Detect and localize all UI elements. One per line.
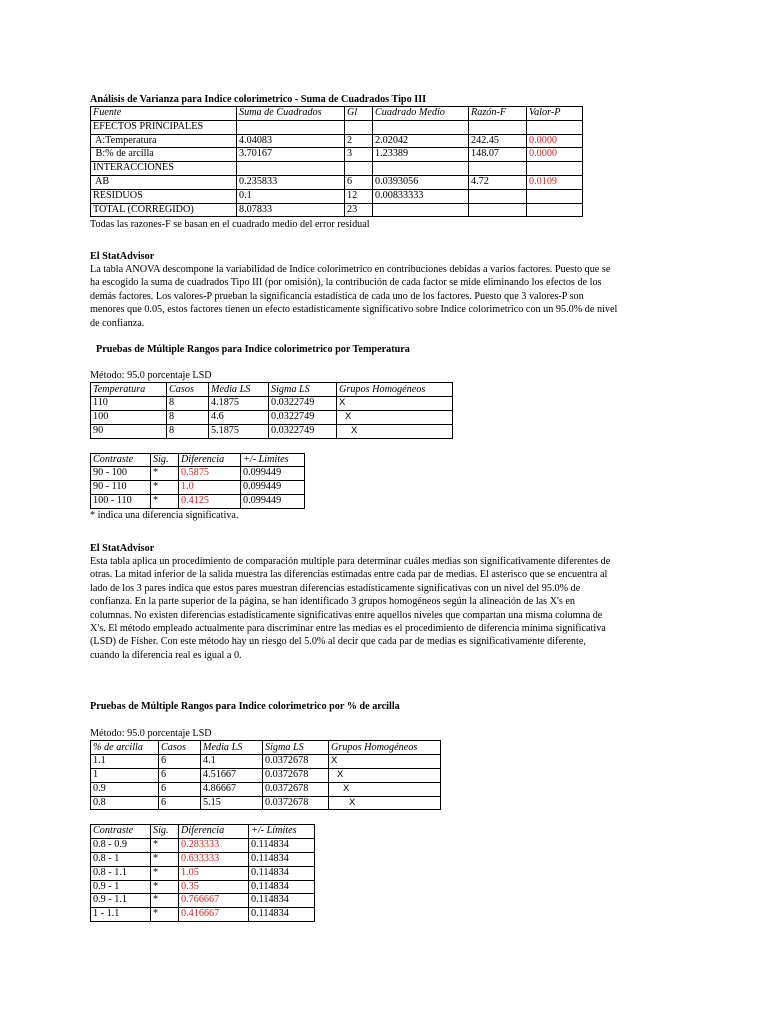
anova-header-cell: Fuente [91,107,237,121]
contrast-temperature-table [90,453,305,509]
anova-cell [373,162,469,176]
anova-cell: 242.45 [469,134,527,148]
difference-cell: 1.05 [179,866,249,880]
mr-cell: 4.6 [209,411,269,425]
anova-cell [469,203,527,217]
contrast-arcilla-table [90,824,315,922]
difference-cell: 0.4125 [179,494,241,508]
mr-row [91,411,453,425]
anova-header-cell: Gl [345,107,373,121]
contrast-row [91,908,315,922]
mr-header-cell: Grupos Homogéneos [337,383,453,397]
anova-cell [237,162,345,176]
mr-cell: 1 [91,769,159,783]
anova-row [91,203,583,217]
contrast-cell: 0.114834 [249,866,315,880]
mr-temperature-table [90,382,453,438]
contrast-cell: 0.099449 [241,481,305,495]
statadvisor-line: Esta tabla aplica un procedimiento de comparación multiple para determinar cuáles medias son significativamente diferentes de [90,556,611,567]
anova-table [90,106,583,217]
anova-cell: A:Temperatura [91,134,237,148]
anova-cell: 2.02042 [373,134,469,148]
mr-cell: 5.15 [201,796,263,810]
contrast-cell: 0.8 - 0.9 [91,839,151,853]
contrast-header-cell: Contraste [91,825,151,839]
contrast-header-row [91,825,315,839]
anova-cell [373,120,469,134]
anova-cell [373,203,469,217]
contrast-cell: * [151,467,179,481]
group-mark: X [329,755,441,769]
anova-cell: 3 [345,148,373,162]
mr-header-cell: Casos [167,383,209,397]
anova-cell [345,162,373,176]
mr-cell: 8 [167,411,209,425]
contrast-row [91,852,315,866]
p-value-cell: 0.0109 [527,175,583,189]
anova-header-cell: Cuadrado Medio [373,107,469,121]
difference-cell: 0.766667 [179,894,249,908]
p-value-cell: 0.0000 [527,148,583,162]
group-mark: X [337,424,453,438]
mr-cell: 0.8 [91,796,159,810]
statadvisor-line: cuando la diferencia real es igual a 0. [90,649,242,661]
anova-cell: 4.72 [469,175,527,189]
mr-cell: 5.1875 [209,424,269,438]
anova-note: Todas las razones-F se basan en el cuadrado medio del error residual [90,219,370,231]
statadvisor-heading: El StatAdvisor [90,251,155,262]
anova-cell [469,189,527,203]
anova-cell: 8.07833 [237,203,345,217]
contrast-header-row [91,453,305,467]
mr-cell: 4.1 [201,755,263,769]
statadvisor-line: (LSD) de Fisher. Con este método hay un riesgo del 5.0% al decir que cada par de medias es significativamente diferente, [90,636,586,648]
contrast-header-cell: Diferencia [179,825,249,839]
contrast-row [91,894,315,908]
statadvisor-line: lado de los 3 pares indica que estos pares muestran diferencias estadísticamente significativas con un nivel del 95.0% de [90,582,581,594]
difference-cell: 0.416667 [179,908,249,922]
statadvisor-line: La tabla ANOVA descompone la variabilidad de Indice colorimetrico en contribuciones debidas a varios factores. Puesto que se [90,264,611,275]
anova-header-cell: Suma de Cuadrados [237,107,345,121]
group-mark: X [337,397,453,411]
mr-cell: 0.0372678 [263,755,329,769]
mr-cell: 0.0322749 [269,424,337,438]
contrast-row [91,481,305,495]
mr-cell: 0.0322749 [269,397,337,411]
mr-cell: 90 [91,424,167,438]
anova-row [91,175,583,189]
anova-cell: B:% de arcilla [91,148,237,162]
contrast-cell: * [151,852,179,866]
statadvisor-1 [90,250,690,330]
anova-cell: 148.07 [469,148,527,162]
anova-cell: 4.04083 [237,134,345,148]
contrast-cell: 0.9 - 1 [91,880,151,894]
mr-header-cell: Casos [159,741,201,755]
statadvisor-line: columnas. No existen diferencias estadísticamente significativas entre aquellos niveles que compartan una misma columna de [90,609,603,621]
anova-cell: 2 [345,134,373,148]
mr-header-cell: Media LS [209,383,269,397]
anova-row [91,120,583,134]
mr-header-row [91,741,441,755]
anova-cell: TOTAL (CORREGIDO) [91,203,237,217]
anova-row [91,148,583,162]
anova-cell: 0.00833333 [373,189,469,203]
contrast-cell: * [151,481,179,495]
statadvisor-heading: El StatAdvisor [90,543,155,554]
contrast-cell: * [151,494,179,508]
p-value-cell: 0.0000 [527,134,583,148]
mr-cell: 0.0372678 [263,782,329,796]
mr-temperature-section [90,369,453,522]
anova-row [91,162,583,176]
contrast-row [91,467,305,481]
contrast-cell: * [151,880,179,894]
mr-cell: 6 [159,782,201,796]
statadvisor-line: de confianza. [90,317,145,329]
mr-cell: 6 [159,755,201,769]
mr-row [91,796,441,810]
contrast-header-cell: Diferencia [179,453,241,467]
contrast-cell: * [151,866,179,880]
contrast-header-cell: Sig. [151,825,179,839]
anova-cell [345,120,373,134]
mr-row [91,397,453,411]
contrast-cell: 0.8 - 1 [91,852,151,866]
mr-cell: 0.0322749 [269,411,337,425]
contrast-cell: 0.8 - 1.1 [91,866,151,880]
statadvisor-line: X's. El método empleado actualmente para discriminar entre las medias es el procedimiento de diferencia mínima significativa [90,623,606,635]
contrast-cell: * [151,839,179,853]
anova-cell [527,120,583,134]
anova-header-cell: Valor-P [527,107,583,121]
contrast-cell: 0.9 - 1.1 [91,894,151,908]
mr-row [91,782,441,796]
mr-cell: 0.0372678 [263,769,329,783]
statadvisor-line: ha escogido la suma de cuadrados Tipo III (por omisión), la contribución de cada factor se mide eliminando los efectos de los [90,277,602,289]
group-mark: X [329,769,441,783]
anova-cell: 1.23389 [373,148,469,162]
anova-cell: RESIDUOS [91,189,237,203]
mr-header-row [91,383,453,397]
anova-cell: 0.0393056 [373,175,469,189]
mr-header-cell: Media LS [201,741,263,755]
anova-cell: 6 [345,175,373,189]
contrast-row [91,839,315,853]
anova-cell: INTERACCIONES [91,162,237,176]
mr-cell: 0.9 [91,782,159,796]
contrast-header-cell: +/- Límites [241,453,305,467]
mr-cell: 4.51667 [201,769,263,783]
anova-cell: AB [91,175,237,189]
mr-header-cell: Sigma LS [269,383,337,397]
contrast-cell: 90 - 110 [91,481,151,495]
mr-cell: 4.1875 [209,397,269,411]
mr-cell: 100 [91,411,167,425]
anova-cell: 0.235833 [237,175,345,189]
anova-cell: 3.70167 [237,148,345,162]
group-mark: X [337,411,453,425]
statadvisor-line: menores que 0.05, estos factores tienen un efecto estadísticamente significativo sobre Indice colorimetrico con un 95.0% de nivel [90,304,618,316]
anova-title: Análisis de Varianza para Indice colorimetrico - Suma de Cuadrados Tipo III [90,94,427,105]
mr-cell: 1.1 [91,755,159,769]
mr-header-cell: Temperatura [91,383,167,397]
mr-row [91,769,441,783]
mr-cell: 0.0372678 [263,796,329,810]
contrast-cell: * [151,908,179,922]
difference-cell: 1.0 [179,481,241,495]
mr-cell: 110 [91,397,167,411]
contrast-header-cell: +/- Límites [249,825,315,839]
mr-cell: 6 [159,796,201,810]
group-mark: X [329,782,441,796]
anova-cell: 12 [345,189,373,203]
group-mark: X [329,796,441,810]
mr-row [91,424,453,438]
mr-header-cell: % de arcilla [91,741,159,755]
statadvisor-line: confianza. En la parte superior de la página, se han identificado 3 grupos homogéneos según la alineación de las X's en [90,596,576,608]
contrast-cell: 0.114834 [249,880,315,894]
mr-header-cell: Grupos Homogéneos [329,741,441,755]
anova-header-cell: Razón-F [469,107,527,121]
contrast-row [91,880,315,894]
contrast-cell: * [151,894,179,908]
anova-cell: 0.1 [237,189,345,203]
anova-section [90,93,583,232]
difference-cell: 0.5875 [179,467,241,481]
mr-row [91,755,441,769]
contrast-cell: 90 - 100 [91,467,151,481]
anova-cell [527,203,583,217]
method-label: Método: 95.0 porcentaje LSD [90,728,212,739]
anova-cell [469,162,527,176]
difference-cell: 0.633333 [179,852,249,866]
contrast-cell: 0.099449 [241,467,305,481]
anova-row [91,189,583,203]
statadvisor-2 [90,542,690,662]
mr-cell: 6 [159,769,201,783]
contrast-row [91,866,315,880]
difference-cell: 0.283333 [179,839,249,853]
mr-arcilla-title-wrap [90,700,400,713]
significance-note: * indica una diferencia significativa. [90,509,239,521]
contrast-cell: 0.099449 [241,494,305,508]
anova-cell [237,120,345,134]
anova-cell [527,189,583,203]
mr-cell: 8 [167,424,209,438]
contrast-header-cell: Sig. [151,453,179,467]
statadvisor-line: demás factores. Los valores-P prueban la significancia estadística de cada uno de los factores. Puesto que 3 valores-P son [90,290,584,302]
mr-cell: 8 [167,397,209,411]
contrast-cell: 0.114834 [249,908,315,922]
mr-arcilla-title: Pruebas de Múltiple Rangos para Indice colorimetrico por % de arcilla [90,701,400,712]
mr-header-cell: Sigma LS [263,741,329,755]
mr-cell: 4.86667 [201,782,263,796]
mr-arcilla-table [90,740,441,810]
mr-arcilla-section [90,727,441,922]
difference-cell: 0.35 [179,880,249,894]
contrast-cell: 1 - 1.1 [91,908,151,922]
anova-cell [527,162,583,176]
contrast-row [91,494,305,508]
statadvisor-line: otras. La mitad inferior de la salida muestra las diferencias estimadas entre cada par de medias. El asterisco que se encuentra al [90,569,608,581]
contrast-cell: 0.114834 [249,852,315,866]
contrast-cell: 0.114834 [249,839,315,853]
contrast-cell: 0.114834 [249,894,315,908]
mr-temperature-title: Pruebas de Múltiple Rangos para Indice colorimetrico por Temperatura [96,344,410,355]
contrast-cell: 100 - 110 [91,494,151,508]
anova-cell: EFECTOS PRINCIPALES [91,120,237,134]
anova-header-row [91,107,583,121]
anova-row [91,134,583,148]
anova-cell [469,120,527,134]
mr-temperature-title-wrap [96,343,410,356]
method-label: Método: 95.0 porcentaje LSD [90,370,212,381]
anova-cell: 23 [345,203,373,217]
contrast-header-cell: Contraste [91,453,151,467]
